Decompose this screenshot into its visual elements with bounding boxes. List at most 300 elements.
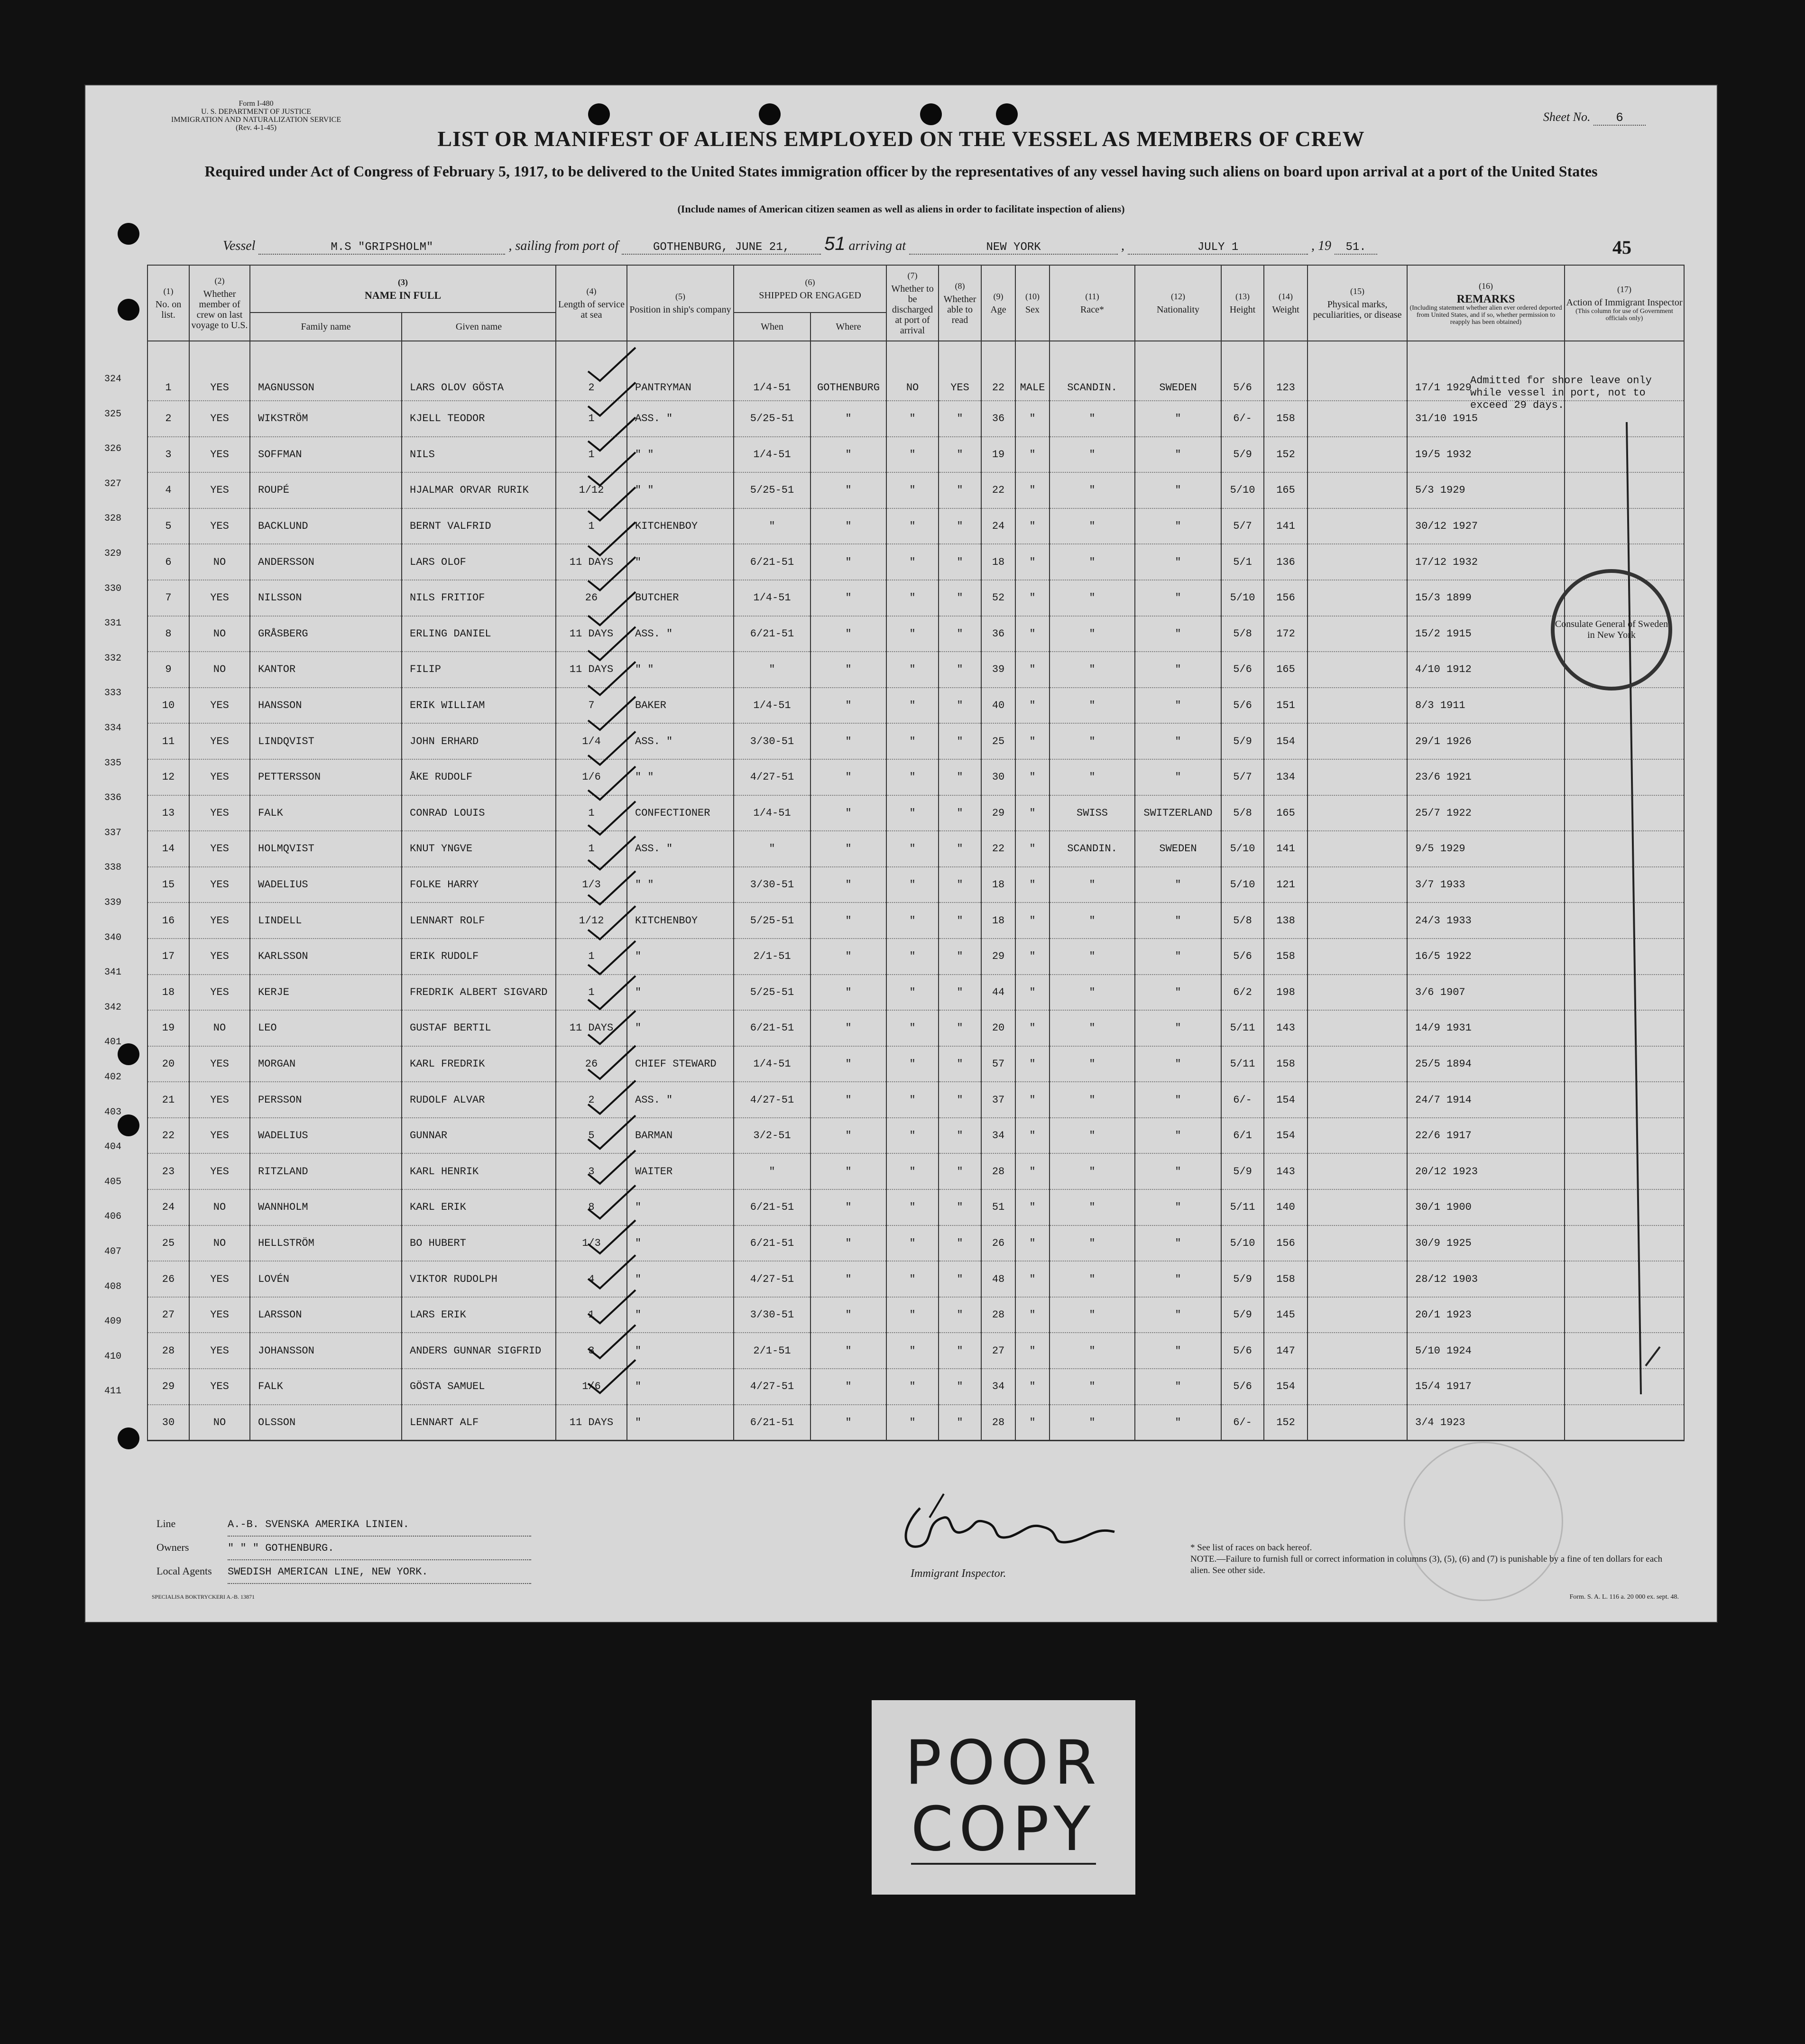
- cell-remarks: 28/12 1903: [1407, 1261, 1565, 1297]
- cell-nationality: ": [1135, 1189, 1221, 1225]
- cell-sex: ": [1015, 544, 1050, 580]
- cell-given-name: FOLKE HARRY: [402, 867, 556, 903]
- cell-length-service: 11 DAYS: [556, 1405, 627, 1441]
- cell-family-name: KERJE: [250, 975, 402, 1011]
- note-text: NOTE.—Failure to furnish full or correct information in columns (3), (5), (6) and (7) is punishable by a fine of ten dollars for each alien. See other side.: [1190, 1554, 1663, 1575]
- check-mark: [588, 1011, 635, 1044]
- cell-remarks: 5/3 1929: [1407, 472, 1565, 508]
- cell-race: SCANDIN.: [1050, 831, 1135, 867]
- cell-age: 29: [981, 795, 1015, 831]
- cell-age: 26: [981, 1225, 1015, 1261]
- cell-remarks: 15/3 1899: [1407, 580, 1565, 616]
- cell-weight: 143: [1264, 1010, 1308, 1046]
- cell-race: ": [1050, 1082, 1135, 1118]
- footer-note: [1190, 1542, 1665, 1576]
- cell-list-no: 4: [147, 472, 189, 508]
- cell-prev-voyage: YES: [189, 831, 250, 867]
- cell-list-no: 5: [147, 508, 189, 544]
- arriving-year: 51.: [1335, 241, 1377, 255]
- cell-weight: 152: [1264, 437, 1308, 473]
- line-value: A.-B. SVENSKA AMERIKA LINIEN.: [228, 1514, 531, 1537]
- cell-list-no: 6: [147, 544, 189, 580]
- check-mark: [588, 941, 635, 974]
- cell-list-no: 26: [147, 1261, 189, 1297]
- cell-length-service: 7: [556, 688, 627, 724]
- cell-prev-voyage: YES: [189, 401, 250, 437]
- cell-remarks: 25/7 1922: [1407, 795, 1565, 831]
- cell-given-name: KARL ERIK: [402, 1189, 556, 1225]
- cell-where: ": [810, 1225, 886, 1261]
- cell-nationality: ": [1135, 508, 1221, 544]
- cell-discharged: ": [886, 1189, 939, 1225]
- cell-list-no: 2: [147, 401, 189, 437]
- cell-remarks: 8/3 1911: [1407, 688, 1565, 724]
- cell-height: 5/10: [1221, 580, 1264, 616]
- cell-list-no: 12: [147, 759, 189, 795]
- cell-race: SWISS: [1050, 795, 1135, 831]
- col-able-read: (8) Whether able to read: [939, 265, 981, 341]
- cell-age: 34: [981, 1118, 1015, 1154]
- cell-given-name: FREDRIK ALBERT SIGVARD: [402, 975, 556, 1011]
- cell-discharged: ": [886, 867, 939, 903]
- cell-able-read: ": [939, 723, 981, 759]
- cell-weight: 140: [1264, 1189, 1308, 1225]
- cell-length-service: 5: [556, 1118, 627, 1154]
- cell-remarks: 23/6 1921: [1407, 759, 1565, 795]
- cell-list-no: 25: [147, 1225, 189, 1261]
- cell-where: ": [810, 1010, 886, 1046]
- cell-where: ": [810, 1333, 886, 1369]
- cell-where: ": [810, 508, 886, 544]
- cell-sex: ": [1015, 1225, 1050, 1261]
- cell-weight: 141: [1264, 508, 1308, 544]
- cell-where: ": [810, 1153, 886, 1189]
- cell-list-no: 20: [147, 1046, 189, 1082]
- cell-remarks: 3/7 1933: [1407, 867, 1565, 903]
- agents-label: Local Agents: [157, 1565, 212, 1577]
- margin-number: 332: [104, 653, 122, 664]
- cell-where: ": [810, 1189, 886, 1225]
- cell-family-name: LINDQVIST: [250, 723, 402, 759]
- cell-discharged: ": [886, 472, 939, 508]
- cell-discharged: ": [886, 1369, 939, 1405]
- cell-weight: 151: [1264, 688, 1308, 724]
- footer-fields: [157, 1513, 531, 1584]
- cell-length-service: 3: [556, 1333, 627, 1369]
- handwritten-marks: [85, 85, 1717, 1622]
- cell-height: 5/6: [1221, 939, 1264, 975]
- check-mark: [588, 801, 635, 835]
- col-weight: (14) Weight: [1264, 265, 1308, 341]
- margin-number: 410: [104, 1351, 122, 1362]
- cell-able-read: ": [939, 795, 981, 831]
- cell-length-service: 4: [556, 1261, 627, 1297]
- cell-height: 5/10: [1221, 1225, 1264, 1261]
- cell-when: ": [734, 1153, 810, 1189]
- cell-height: 5/9: [1221, 1153, 1264, 1189]
- cell-length-service: 1: [556, 437, 627, 473]
- cell-prev-voyage: NO: [189, 1189, 250, 1225]
- cell-length-service: 11 DAYS: [556, 652, 627, 688]
- margin-number: 336: [104, 792, 122, 804]
- cell-height: 5/9: [1221, 1297, 1264, 1333]
- cell-weight: 156: [1264, 1225, 1308, 1261]
- cell-age: 18: [981, 902, 1015, 939]
- cell-able-read: ": [939, 975, 981, 1011]
- cell-nationality: ": [1135, 1225, 1221, 1261]
- cell-age: 19: [981, 437, 1015, 473]
- cell-discharged: ": [886, 1297, 939, 1333]
- cell-given-name: LENNART ROLF: [402, 902, 556, 939]
- cell-family-name: FALK: [250, 1369, 402, 1405]
- cell-discharged: ": [886, 831, 939, 867]
- cell-age: 39: [981, 652, 1015, 688]
- cell-age: 27: [981, 1333, 1015, 1369]
- cell-family-name: PETTERSSON: [250, 759, 402, 795]
- cell-race: ": [1050, 939, 1135, 975]
- inspector-label: Immigrant Inspector.: [911, 1567, 1006, 1580]
- cell-weight: 145: [1264, 1297, 1308, 1333]
- cell-prev-voyage: YES: [189, 1333, 250, 1369]
- cell-when: 1/4-51: [734, 580, 810, 616]
- cell-height: 5/7: [1221, 508, 1264, 544]
- cell-height: 5/7: [1221, 759, 1264, 795]
- cell-race: ": [1050, 1189, 1135, 1225]
- check-mark: [588, 836, 635, 869]
- cell-able-read: ": [939, 1297, 981, 1333]
- cell-position: PANTRYMAN: [627, 341, 734, 401]
- cell-length-service: 8: [556, 1189, 627, 1225]
- page-note-line: (Include names of American citizen seamen as well as aliens in order to facilitate inspection of aliens): [677, 203, 1125, 215]
- cell-height: 6/2: [1221, 975, 1264, 1011]
- cell-remarks: 9/5 1929: [1407, 831, 1565, 867]
- cell-where: ": [810, 939, 886, 975]
- cell-age: 37: [981, 1082, 1015, 1118]
- cell-weight: 141: [1264, 831, 1308, 867]
- cell-nationality: ": [1135, 759, 1221, 795]
- cell-where: ": [810, 723, 886, 759]
- cell-weight: 121: [1264, 867, 1308, 903]
- cell-race: ": [1050, 867, 1135, 903]
- cell-able-read: ": [939, 472, 981, 508]
- cell-where: ": [810, 616, 886, 652]
- cell-sex: ": [1015, 508, 1050, 544]
- cell-height: 5/6: [1221, 341, 1264, 401]
- cell-height: 5/9: [1221, 1261, 1264, 1297]
- cell-given-name: ERLING DANIEL: [402, 616, 556, 652]
- cell-when: 4/27-51: [734, 1261, 810, 1297]
- cell-sex: ": [1015, 1261, 1050, 1297]
- form-number: Form I-480: [239, 100, 274, 108]
- cell-when: 3/2-51: [734, 1118, 810, 1154]
- cell-length-service: 1/3: [556, 1225, 627, 1261]
- cell-sex: MALE: [1015, 341, 1050, 401]
- cell-position: CONFECTIONER: [627, 795, 734, 831]
- cell-prev-voyage: YES: [189, 341, 250, 401]
- cell-when: 2/1-51: [734, 1333, 810, 1369]
- cell-family-name: FALK: [250, 795, 402, 831]
- cell-prev-voyage: YES: [189, 1261, 250, 1297]
- year-prefix: , 19: [1311, 239, 1332, 253]
- margin-number: 402: [104, 1072, 122, 1083]
- note-star: * See list of races on back hereof.: [1190, 1543, 1312, 1553]
- line-label: Line: [157, 1518, 176, 1529]
- cell-race: ": [1050, 1261, 1135, 1297]
- cell-height: 5/6: [1221, 1369, 1264, 1405]
- cell-list-no: 9: [147, 652, 189, 688]
- cell-when: 2/1-51: [734, 939, 810, 975]
- cell-discharged: ": [886, 437, 939, 473]
- cell-sex: ": [1015, 1082, 1050, 1118]
- cell-family-name: KARLSSON: [250, 939, 402, 975]
- cell-nationality: ": [1135, 867, 1221, 903]
- cell-when: 3/30-51: [734, 1297, 810, 1333]
- check-mark: [588, 732, 635, 765]
- cell-given-name: HJALMAR ORVAR RURIK: [402, 472, 556, 508]
- check-mark: [588, 1151, 635, 1184]
- cell-race: ": [1050, 1153, 1135, 1189]
- cell-position: " ": [627, 867, 734, 903]
- cell-race: ": [1050, 902, 1135, 939]
- cell-race: ": [1050, 1225, 1135, 1261]
- cell-length-service: 1/12: [556, 902, 627, 939]
- cell-list-no: 21: [147, 1082, 189, 1118]
- check-mark: [588, 383, 635, 416]
- cell-remarks: 16/5 1922: [1407, 939, 1565, 975]
- cell-race: SCANDIN.: [1050, 341, 1135, 401]
- cell-able-read: ": [939, 1225, 981, 1261]
- cell-given-name: BO HUBERT: [402, 1225, 556, 1261]
- margin-number: 401: [104, 1037, 122, 1048]
- cell-position: " ": [627, 437, 734, 473]
- cell-position: ": [627, 939, 734, 975]
- cell-when: 5/25-51: [734, 401, 810, 437]
- cell-sex: ": [1015, 472, 1050, 508]
- cell-height: 6/-: [1221, 401, 1264, 437]
- cell-when: 1/4-51: [734, 437, 810, 473]
- cell-list-no: 18: [147, 975, 189, 1011]
- cell-family-name: ANDERSSON: [250, 544, 402, 580]
- cell-given-name: KNUT YNGVE: [402, 831, 556, 867]
- cell-discharged: ": [886, 759, 939, 795]
- cell-position: ASS. ": [627, 1082, 734, 1118]
- cell-nationality: ": [1135, 688, 1221, 724]
- cell-when: 6/21-51: [734, 1010, 810, 1046]
- cell-height: 5/10: [1221, 831, 1264, 867]
- cell-able-read: ": [939, 1333, 981, 1369]
- cell-prev-voyage: YES: [189, 472, 250, 508]
- cell-height: 5/9: [1221, 723, 1264, 759]
- cell-length-service: 26: [556, 1046, 627, 1082]
- cell-sex: ": [1015, 437, 1050, 473]
- cell-discharged: ": [886, 688, 939, 724]
- cell-length-service: 2: [556, 341, 627, 401]
- cell-age: 28: [981, 1153, 1015, 1189]
- cell-sex: ": [1015, 1405, 1050, 1441]
- check-mark: [588, 1255, 635, 1289]
- cell-remarks: 20/12 1923: [1407, 1153, 1565, 1189]
- cell-race: ": [1050, 1369, 1135, 1405]
- cell-sex: ": [1015, 723, 1050, 759]
- cell-discharged: ": [886, 1010, 939, 1046]
- cell-remarks: 30/12 1927: [1407, 508, 1565, 544]
- cell-sex: ": [1015, 1333, 1050, 1369]
- cell-list-no: 23: [147, 1153, 189, 1189]
- margin-number: 329: [104, 548, 122, 559]
- cell-able-read: ": [939, 688, 981, 724]
- cell-where: ": [810, 795, 886, 831]
- cell-nationality: ": [1135, 616, 1221, 652]
- cell-nationality: ": [1135, 1405, 1221, 1441]
- cell-discharged: ": [886, 1153, 939, 1189]
- cell-race: ": [1050, 580, 1135, 616]
- cell-weight: 154: [1264, 1082, 1308, 1118]
- cell-nationality: ": [1135, 580, 1221, 616]
- cell-list-no: 15: [147, 867, 189, 903]
- cell-when: 6/21-51: [734, 544, 810, 580]
- cell-family-name: MORGAN: [250, 1046, 402, 1082]
- cell-remarks: 15/4 1917: [1407, 1369, 1565, 1405]
- cell-sex: ": [1015, 688, 1050, 724]
- cell-given-name: VIKTOR RUDOLPH: [402, 1261, 556, 1297]
- margin-number: 325: [104, 408, 122, 420]
- check-mark: [588, 871, 635, 904]
- cell-length-service: 3: [556, 1153, 627, 1189]
- cell-when: 6/21-51: [734, 616, 810, 652]
- page-number: 45: [1612, 237, 1631, 258]
- cell-where: ": [810, 1261, 886, 1297]
- cell-family-name: KANTOR: [250, 652, 402, 688]
- cell-given-name: LARS OLOF: [402, 544, 556, 580]
- cell-height: 5/6: [1221, 1333, 1264, 1369]
- cell-when: 6/21-51: [734, 1405, 810, 1441]
- margin-number: 338: [104, 862, 122, 874]
- cell-able-read: ": [939, 508, 981, 544]
- cell-nationality: ": [1135, 472, 1221, 508]
- cell-race: ": [1050, 759, 1135, 795]
- margin-number: 335: [104, 757, 122, 769]
- cell-sex: ": [1015, 759, 1050, 795]
- col-prev-voyage: (2) Whether member of crew on last voyage to U.S.: [189, 265, 250, 341]
- cell-given-name: LENNART ALF: [402, 1405, 556, 1441]
- cell-when: 3/30-51: [734, 723, 810, 759]
- cell-sex: ": [1015, 831, 1050, 867]
- col-race: (11) Race*: [1050, 265, 1135, 341]
- cell-able-read: ": [939, 1189, 981, 1225]
- cell-length-service: 1: [556, 831, 627, 867]
- margin-number: 333: [104, 688, 122, 699]
- cell-weight: 138: [1264, 902, 1308, 939]
- cell-prev-voyage: YES: [189, 1369, 250, 1405]
- cell-length-service: 11 DAYS: [556, 616, 627, 652]
- agents-value: SWEDISH AMERICAN LINE, NEW YORK.: [228, 1561, 531, 1584]
- cell-remarks: 5/10 1924: [1407, 1333, 1565, 1369]
- cell-when: 5/25-51: [734, 975, 810, 1011]
- cell-sex: ": [1015, 867, 1050, 903]
- cell-race: ": [1050, 1118, 1135, 1154]
- cell-height: 6/-: [1221, 1405, 1264, 1441]
- cell-weight: 158: [1264, 401, 1308, 437]
- cell-able-read: ": [939, 616, 981, 652]
- cell-list-no: 22: [147, 1118, 189, 1154]
- col-discharged: (7) Whether to be discharged at port of arrival: [886, 265, 939, 341]
- cell-nationality: ": [1135, 1261, 1221, 1297]
- poor-copy-line-1: POOR: [905, 1728, 1102, 1798]
- cell-family-name: LOVÉN: [250, 1261, 402, 1297]
- check-mark: [588, 1360, 635, 1393]
- cell-remarks: 29/1 1926: [1407, 723, 1565, 759]
- cell-given-name: ÅKE RUDOLF: [402, 759, 556, 795]
- cell-height: 5/8: [1221, 902, 1264, 939]
- cell-prev-voyage: YES: [189, 1046, 250, 1082]
- cell-weight: 147: [1264, 1333, 1308, 1369]
- margin-number: 327: [104, 478, 122, 489]
- cell-where: ": [810, 759, 886, 795]
- cell-length-service: 11 DAYS: [556, 1010, 627, 1046]
- cell-nationality: ": [1135, 723, 1221, 759]
- margin-number: 407: [104, 1246, 122, 1257]
- cell-age: 28: [981, 1405, 1015, 1441]
- cell-family-name: WADELIUS: [250, 867, 402, 903]
- cell-given-name: LARS ERIK: [402, 1297, 556, 1333]
- cell-age: 20: [981, 1010, 1015, 1046]
- cell-when: 1/4-51: [734, 688, 810, 724]
- vessel-line: Vessel M.S "GRIPSHOLM" , sailing from port of GOTHENBURG, JUNE 21, 51 arriving at NEW YORK , JULY 1 , 19 51.: [223, 233, 1627, 255]
- cell-position: WAITER: [627, 1153, 734, 1189]
- cell-nationality: ": [1135, 652, 1221, 688]
- cell-race: ": [1050, 616, 1135, 652]
- cell-prev-voyage: NO: [189, 1225, 250, 1261]
- cell-discharged: ": [886, 975, 939, 1011]
- stamp-text: Consulate General of Sweden in New York: [1555, 619, 1668, 640]
- cell-given-name: BERNT VALFRID: [402, 508, 556, 544]
- cell-when: 1/4-51: [734, 1046, 810, 1082]
- cell-able-read: ": [939, 1153, 981, 1189]
- margin-number: 403: [104, 1106, 122, 1118]
- manifest-sheet: [85, 85, 1717, 1622]
- cell-nationality: ": [1135, 1118, 1221, 1154]
- check-mark: [588, 766, 635, 800]
- cell-family-name: ROUPÉ: [250, 472, 402, 508]
- cell-discharged: ": [886, 580, 939, 616]
- check-mark: [588, 452, 635, 486]
- cell-given-name: KARL HENRIK: [402, 1153, 556, 1189]
- cell-discharged: ": [886, 1225, 939, 1261]
- handwritten-year: 51: [824, 233, 846, 254]
- cell-height: 5/9: [1221, 437, 1264, 473]
- cell-weight: 158: [1264, 1046, 1308, 1082]
- cell-nationality: SWEDEN: [1135, 831, 1221, 867]
- cell-age: 40: [981, 688, 1015, 724]
- cell-remarks: 19/5 1932: [1407, 437, 1565, 473]
- cell-family-name: JOHANSSON: [250, 1333, 402, 1369]
- cell-prev-voyage: YES: [189, 795, 250, 831]
- cell-prev-voyage: YES: [189, 1297, 250, 1333]
- cell-able-read: ": [939, 1046, 981, 1082]
- cell-nationality: SWITZERLAND: [1135, 795, 1221, 831]
- cell-discharged: ": [886, 939, 939, 975]
- cell-family-name: HELLSTRÖM: [250, 1225, 402, 1261]
- check-mark: [588, 627, 635, 660]
- cell-nationality: ": [1135, 1333, 1221, 1369]
- cell-nationality: ": [1135, 939, 1221, 975]
- cell-discharged: ": [886, 544, 939, 580]
- cell-list-no: 11: [147, 723, 189, 759]
- cell-remarks: 24/3 1933: [1407, 902, 1565, 939]
- cell-age: 22: [981, 831, 1015, 867]
- cell-list-no: 3: [147, 437, 189, 473]
- cell-height: 5/10: [1221, 472, 1264, 508]
